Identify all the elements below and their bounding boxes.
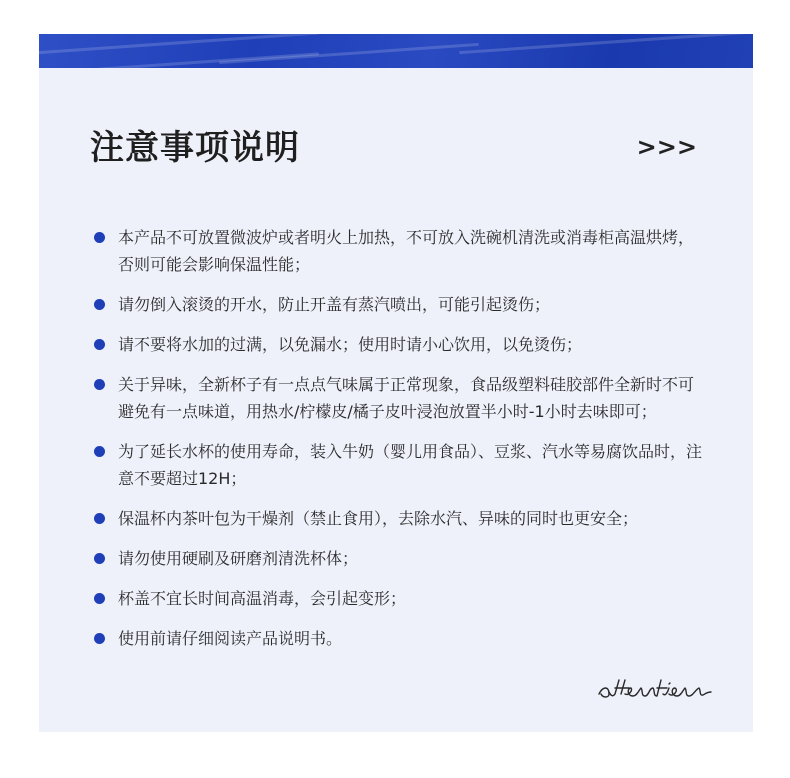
attention-signature-logo	[595, 672, 715, 704]
bullet-dot-icon	[94, 633, 105, 644]
note-text: 杯盖不宜长时间高温消毒，会引起变形；	[118, 589, 407, 608]
list-item	[94, 291, 704, 318]
note-text: 保温杯内茶叶包为干燥剂（禁止食用），去除水汽、异味的同时也更安全；	[118, 509, 639, 528]
list-item	[94, 371, 704, 425]
bullet-dot-icon	[94, 446, 105, 457]
arrows-icon: >>>	[636, 133, 697, 161]
list-item	[94, 545, 704, 572]
list-item	[94, 585, 704, 612]
header-banner	[39, 34, 753, 68]
bullet-dot-icon	[94, 513, 105, 524]
bullet-dot-icon	[94, 379, 105, 390]
bullet-dot-icon	[94, 232, 105, 243]
list-item	[94, 505, 704, 532]
list-item	[94, 331, 704, 358]
notice-card	[39, 34, 753, 732]
note-text: 为了延长水杯的使用寿命，装入牛奶（婴儿用食品）、豆浆、汽水等易腐饮品时，注意不要超过12H；	[118, 442, 703, 488]
bullet-dot-icon	[94, 553, 105, 564]
bullet-dot-icon	[94, 299, 105, 310]
note-text: 请勿倒入滚烫的开水，防止开盖有蒸汽喷出，可能引起烫伤；	[118, 295, 551, 314]
list-item	[94, 625, 704, 652]
page-title: 注意事项说明	[90, 128, 300, 168]
note-text: 使用前请仔细阅读产品说明书。	[118, 629, 343, 648]
note-text: 请勿使用硬刷及研磨剂清洗杯体；	[118, 549, 359, 568]
list-item	[94, 438, 704, 492]
bullet-dot-icon	[94, 593, 105, 604]
note-text: 关于异味，全新杯子有一点点气味属于正常现象，食品级塑料硅胶部件全新时不可避免有一点味道，用热水/柠檬皮/橘子皮叶浸泡放置半小时-1小时去味即可；	[118, 375, 695, 421]
note-text: 本产品不可放置微波炉或者明火上加热，不可放入洗碗机清洗或消毒柜高温烘烤，否则可能会影响保温性能；	[118, 228, 695, 274]
note-text: 请不要将水加的过满，以免漏水；使用时请小心饮用，以免烫伤；	[118, 335, 583, 354]
notes-list	[94, 224, 704, 665]
list-item	[94, 224, 704, 278]
bullet-dot-icon	[94, 339, 105, 350]
